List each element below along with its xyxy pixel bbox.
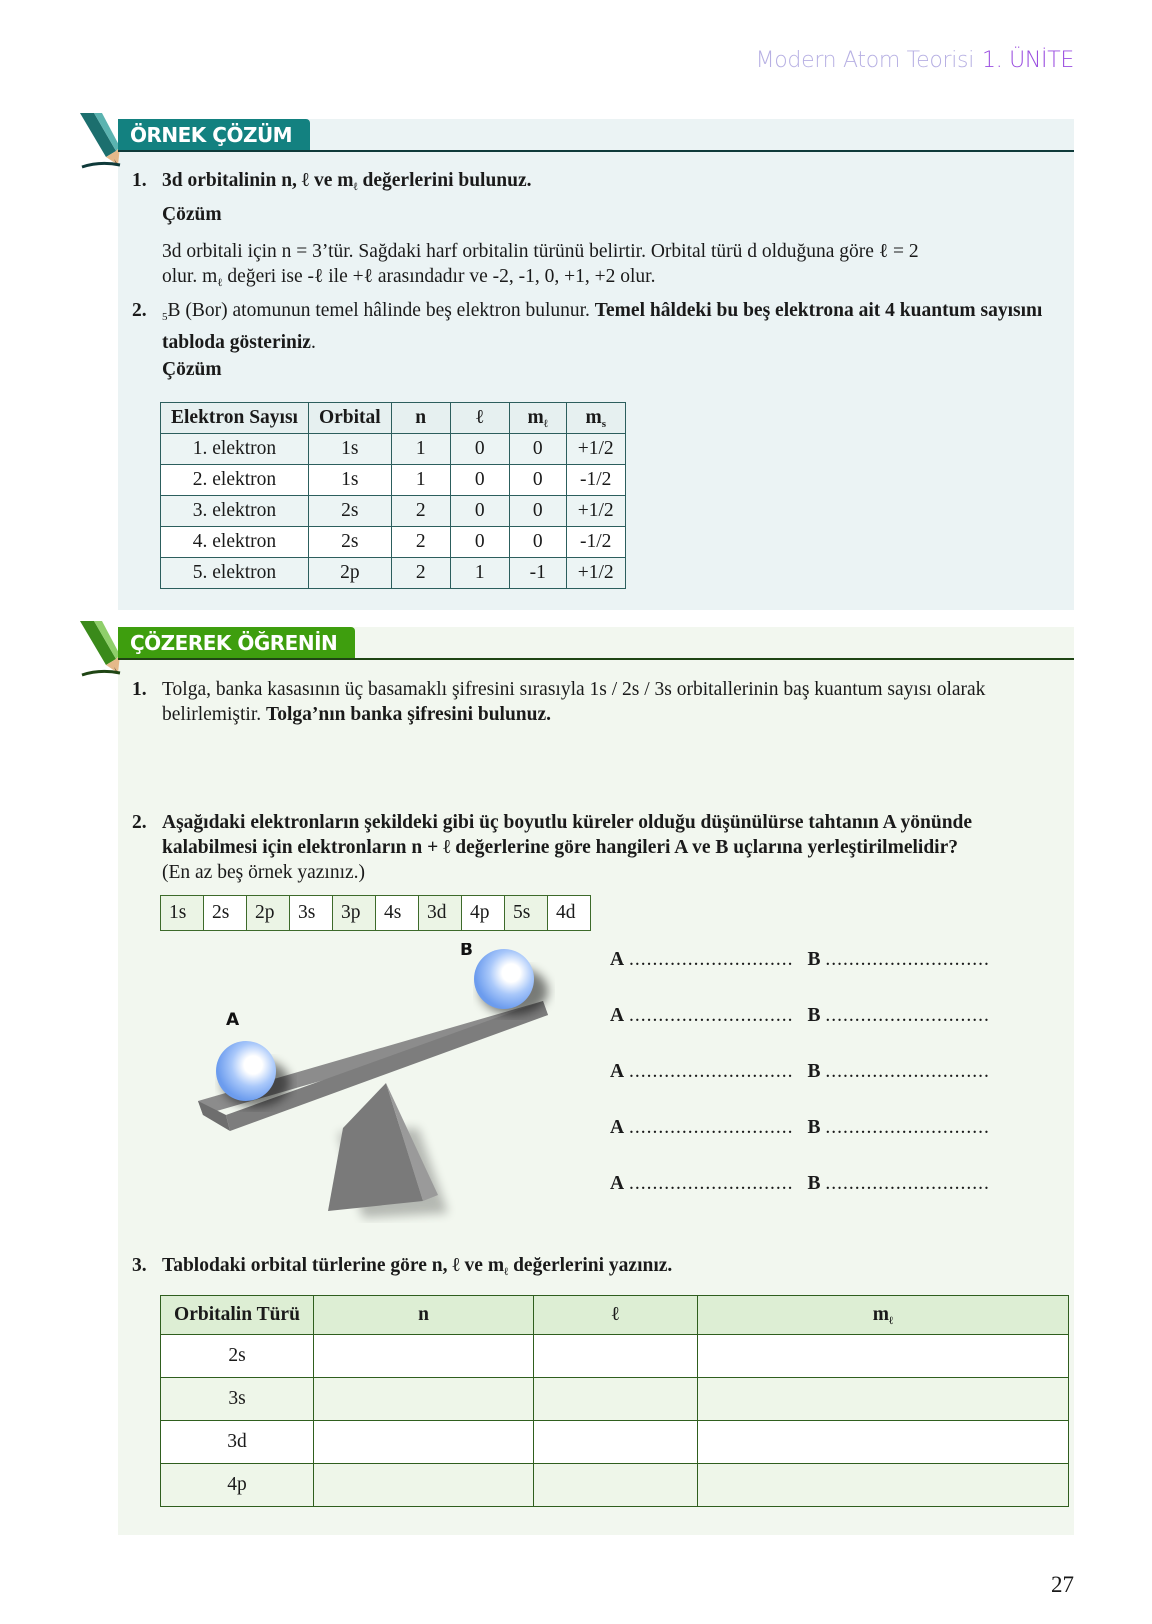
- unit-label: 1. ÜNİTE: [982, 48, 1074, 73]
- example-solution-section: [118, 119, 1074, 610]
- quantum-numbers-table: Elektron Sayısı Orbital n ℓ $m_\ell$ $m_s$ 1. elektron 1s 1 0 0 +1/2 2. elektron 1s 1 0 0 -1/2 3. elektron 2s 2 0 0 +1/2 4. elektron 2s 2 0 0 -1/2 5. elektron 2p 2 1 -1 +1/2: [160, 402, 626, 589]
- table-row: 4. elektron 2s 2 0 0 -1/2: [161, 527, 626, 558]
- table-row: 3d: [161, 1421, 1069, 1464]
- section-divider: [118, 150, 1074, 152]
- orbital-list: 1s 2s 2p 3s 3p 4s 3d 4p 5s 4d: [160, 895, 591, 931]
- answer-cell[interactable]: [534, 1335, 698, 1378]
- answer-a-field[interactable]: ............................: [628, 1173, 794, 1194]
- answer-cell[interactable]: [314, 1464, 534, 1507]
- chapter-subject: Modern Atom Teorisi: [755, 48, 975, 73]
- table-row: 4p: [161, 1464, 1069, 1507]
- practice-tab: ÇÖZEREK ÖĞRENİN: [118, 627, 355, 659]
- answer-cell[interactable]: [697, 1464, 1068, 1507]
- answer-row: A ............................ B ............................: [610, 1061, 990, 1082]
- table-row: 1. elektron 1s 1 0 0 +1/2: [161, 434, 626, 465]
- solution-label-2: Çözüm: [162, 359, 222, 380]
- table-row: 3s: [161, 1378, 1069, 1421]
- answer-cell[interactable]: [534, 1378, 698, 1421]
- answer-cell[interactable]: [534, 1421, 698, 1464]
- electron-sphere-b: [474, 949, 534, 1009]
- answer-cell[interactable]: [697, 1335, 1068, 1378]
- practice-question-3: 3. Tablodaki orbital türlerine göre n, ℓ ve $m_\ell$ değerlerini yazınız.: [132, 1255, 673, 1278]
- svg-text:A: A: [226, 1010, 240, 1030]
- answer-a-field[interactable]: ............................: [628, 1061, 794, 1082]
- orbital-values-table: Orbitalin Türü n ℓ $m_\ell$ 2s 3s 3d 4p: [160, 1295, 1069, 1507]
- table-row: 2s: [161, 1335, 1069, 1378]
- answer-b-field[interactable]: ............................: [825, 1005, 990, 1026]
- page-number: 27: [1051, 1572, 1074, 1597]
- answer-cell[interactable]: [314, 1378, 534, 1421]
- solution-label-1: Çözüm: [162, 204, 222, 225]
- practice-question-1: 1. Tolga, banka kasasının üç basamaklı şifresini sırasıyla 1s / 2s / 3s orbitallerinin baş kuantum sayısı olarak belirlemiştir. Tolga’nın banka şifresini bulunuz.: [132, 679, 986, 725]
- example-question-1: 1. 3d orbitalinin n, ℓ ve $m_\ell$ değerlerini bulunuz.: [132, 170, 532, 193]
- solution-text-1: 3d orbitali için n = 3’tür. Sağdaki harf orbitalin türünü belirtir. Orbital türü d olduğuna göre ℓ = 2 olur. $m_\ell$ değeri ise -ℓ ile +ℓ arasındadır ve -2, -1, 0, +1, +2 olur.: [162, 241, 919, 289]
- practice-question-2: 2. Aşağıdaki elektronların şekildeki gibi üç boyutlu küreler olduğu düşünülürse tahtanın A yönünde kalabilmesi için elektronların n + ℓ değerlerine göre hangileri A ve B uçlarına yerleştirilmelidir? (En az beş örnek yazınız.): [132, 812, 973, 883]
- answer-cell[interactable]: [314, 1421, 534, 1464]
- answer-a-field[interactable]: ............................: [628, 949, 794, 970]
- answer-row: A ............................ B ............................: [610, 949, 990, 970]
- answer-b-field[interactable]: ............................: [825, 1173, 990, 1194]
- example-question-2: 2. $_5$B (Bor) atomunun temel hâlinde beş elektron bulunur. Temel hâldeki bu beş elektrona ait 4 kuantum sayısını tabloda gösteriniz.: [132, 300, 1043, 353]
- example-tab: ÖRNEK ÇÖZÜM: [118, 119, 310, 151]
- answer-b-field[interactable]: ............................: [825, 949, 990, 970]
- answer-row: A ............................ B ............................: [610, 1005, 990, 1026]
- answer-lines: [610, 949, 990, 1229]
- svg-text:B: B: [460, 943, 473, 960]
- table-row: 3. elektron 2s 2 0 0 +1/2: [161, 496, 626, 527]
- answer-b-field[interactable]: ............................: [825, 1117, 990, 1138]
- answer-row: A ............................ B ............................: [610, 1117, 990, 1138]
- answer-b-field[interactable]: ............................: [825, 1061, 990, 1082]
- answer-a-field[interactable]: ............................: [628, 1117, 794, 1138]
- electron-sphere-a: [216, 1041, 276, 1101]
- running-header: [756, 48, 1074, 73]
- practice-section: [118, 627, 1074, 1535]
- table-row: 5. elektron 2p 2 1 -1 +1/2: [161, 558, 626, 589]
- table-row: 2. elektron 1s 1 0 0 -1/2: [161, 465, 626, 496]
- section-divider: [118, 658, 1074, 660]
- answer-cell[interactable]: [697, 1421, 1068, 1464]
- answer-cell[interactable]: [697, 1378, 1068, 1421]
- seesaw-figure: [198, 943, 578, 1223]
- answer-a-field[interactable]: ............................: [628, 1005, 794, 1026]
- answer-row: A ............................ B ............................: [610, 1173, 990, 1194]
- answer-cell[interactable]: [534, 1464, 698, 1507]
- answer-cell[interactable]: [314, 1335, 534, 1378]
